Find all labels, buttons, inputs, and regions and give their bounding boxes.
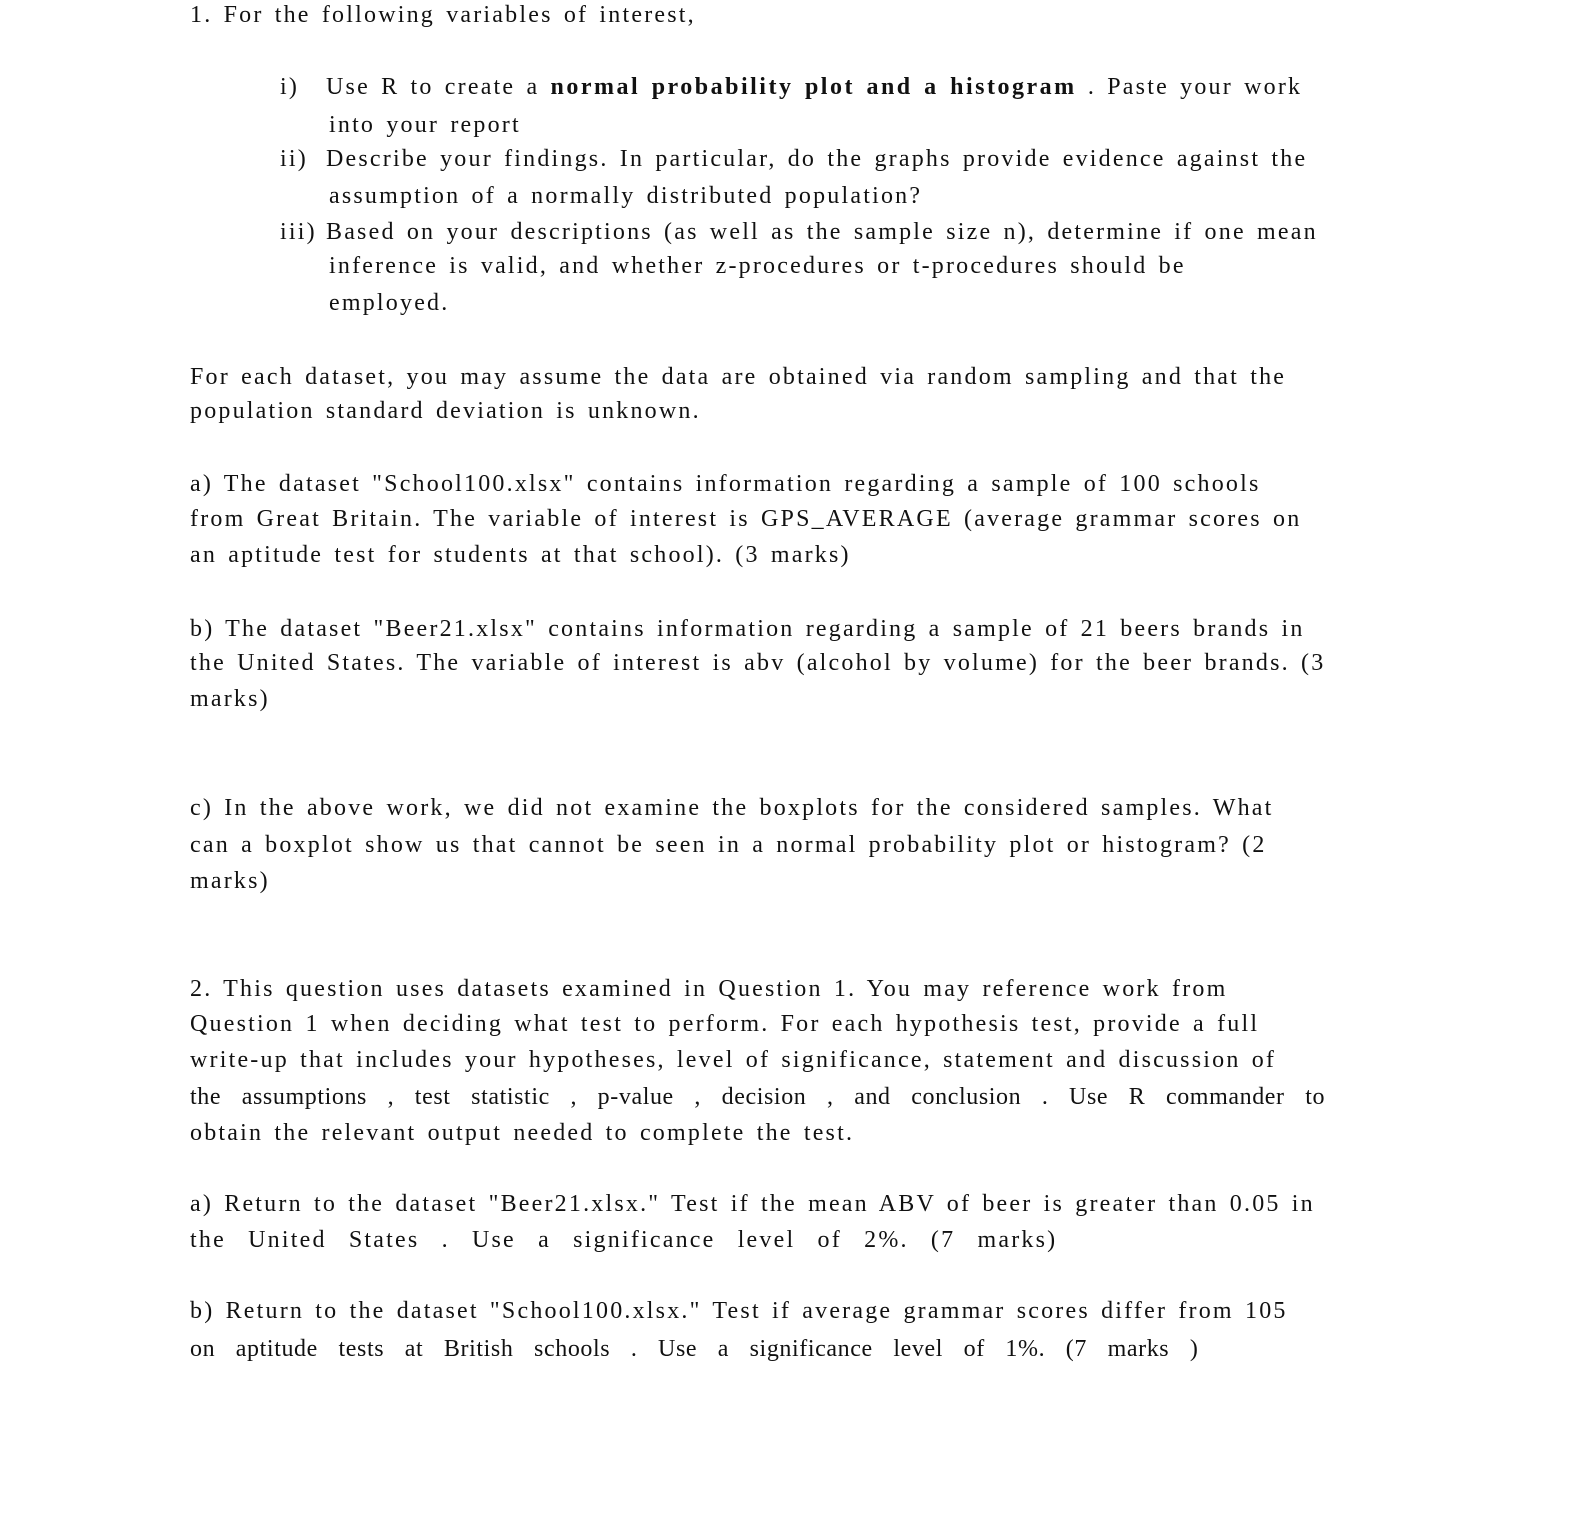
q1-item-ii bbox=[280, 144, 1307, 174]
q1-part-c-line-2: can a boxplot show us that cannot be seen in a normal probability plot or histogram? (2 bbox=[190, 832, 1267, 858]
question-1-intro: 1. For the following variables of interest, bbox=[190, 2, 696, 28]
q1-part-a-line-2: from Great Britain. The variable of interest is GPS_AVERAGE (average grammar scores on bbox=[190, 506, 1302, 532]
question-2-line-2: Question 1 when deciding what test to perform. For each hypothesis test, provide a full bbox=[190, 1011, 1260, 1037]
assumption-line-2: population standard deviation is unknown. bbox=[190, 398, 701, 424]
q1-part-b-line-1: b) The dataset "Beer21.xlsx" contains information regarding a sample of 21 beers brands in bbox=[190, 616, 1305, 642]
q1-item-i-number: i) bbox=[280, 74, 300, 100]
q1-item-i-pre: Use R to create a bbox=[326, 74, 551, 100]
question-2-line-4: the assumptions , test statistic , p-value , decision , and conclusion . Use R commander to bbox=[190, 1084, 1326, 1110]
q1-item-iii-continuation-2: employed. bbox=[329, 290, 450, 316]
q1-item-iii bbox=[280, 217, 1318, 247]
q2-part-a-line-1: a) Return to the dataset "Beer21.xlsx." Test if the mean ABV of beer is greater than 0.05 in bbox=[190, 1191, 1315, 1217]
q1-item-iii-continuation-1: inference is valid, and whether z-procedures or t-procedures should be bbox=[329, 253, 1186, 279]
q1-item-i-post: . Paste your work bbox=[1076, 74, 1303, 100]
q1-item-ii-text: Describe your findings. In particular, do the graphs provide evidence against the bbox=[326, 146, 1308, 172]
q1-item-i-continuation: into your report bbox=[329, 112, 521, 138]
q2-part-b-line-2: on aptitude tests at British schools . Use a significance level of 1%. (7 marks ) bbox=[190, 1336, 1199, 1362]
q1-item-ii-number: ii) bbox=[280, 146, 308, 172]
q1-item-iii-text: Based on your descriptions (as well as the sample size n), determine if one mean bbox=[326, 219, 1318, 245]
q2-part-b-line-1: b) Return to the dataset "School100.xlsx." Test if average grammar scores differ from 105 bbox=[190, 1298, 1288, 1324]
question-2-line-1: 2. This question uses datasets examined in Question 1. You may reference work from bbox=[190, 976, 1228, 1002]
q1-part-b-line-2: the United States. The variable of interest is abv (alcohol by volume) for the beer brands. (3 bbox=[190, 650, 1326, 676]
q1-item-i bbox=[280, 72, 1302, 102]
q1-part-c-line-1: c) In the above work, we did not examine the boxplots for the considered samples. What bbox=[190, 795, 1274, 821]
q1-part-b-line-3: marks) bbox=[190, 686, 270, 712]
q1-item-ii-continuation: assumption of a normally distributed population? bbox=[329, 183, 923, 209]
assumption-line-1: For each dataset, you may assume the data are obtained via random sampling and that the bbox=[190, 364, 1287, 390]
q1-part-a-line-1: a) The dataset "School100.xlsx" contains information regarding a sample of 100 schools bbox=[190, 471, 1261, 497]
question-2-line-3: write-up that includes your hypotheses, level of significance, statement and discussion of bbox=[190, 1047, 1277, 1073]
q1-part-c-line-3: marks) bbox=[190, 868, 270, 894]
q1-part-a-line-3: an aptitude test for students at that school). (3 marks) bbox=[190, 542, 851, 568]
question-2-line-5: obtain the relevant output needed to complete the test. bbox=[190, 1120, 855, 1146]
q1-item-iii-number: iii) bbox=[280, 219, 317, 245]
q1-item-i-bold: normal probability plot and a histogram bbox=[550, 74, 1077, 100]
q2-part-a-line-2: the United States . Use a significance level of 2%. (7 marks) bbox=[190, 1227, 1058, 1253]
